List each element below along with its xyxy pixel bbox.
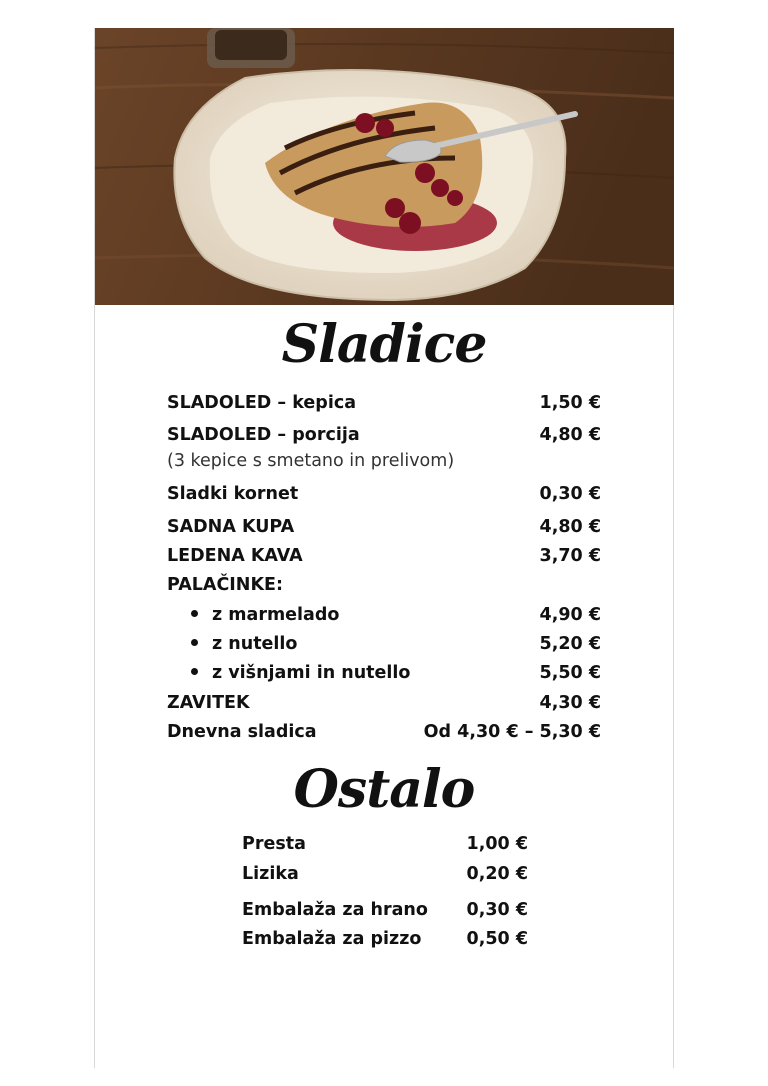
item-price: 4,30 € <box>539 693 601 713</box>
item-name: LEDENA KAVA <box>167 546 303 566</box>
item-name: SLADOLED – kepica <box>167 393 357 413</box>
item-price: 1,00 € <box>466 834 528 854</box>
item-name: Embalaža za hrano <box>242 900 428 920</box>
bullet-icon <box>191 610 198 617</box>
item-price: 4,90 € <box>539 605 601 625</box>
item-name: Dnevna sladica <box>167 722 317 742</box>
bullet-icon <box>191 639 198 646</box>
item-price: 0,30 € <box>466 900 528 920</box>
item-name: Presta <box>242 834 306 854</box>
item-name: SLADOLED – porcija <box>167 425 360 445</box>
item-name: Lizika <box>242 864 299 884</box>
sladice-heading: Sladice <box>281 314 487 375</box>
item-note-text: (3 kepice s smetano in prelivom) <box>167 451 455 471</box>
subitem-name-wrap <box>191 662 410 684</box>
subitem-name-wrap <box>191 604 339 626</box>
item-name: SADNA KUPA <box>167 517 295 537</box>
item-price: 1,50 € <box>539 393 601 413</box>
item-name: z nutello <box>212 634 298 654</box>
item-name: PALAČINKE: <box>167 575 283 595</box>
ostalo-heading: Ostalo <box>293 759 475 820</box>
item-price: 0,50 € <box>466 929 528 949</box>
bullet-icon <box>191 668 198 675</box>
item-price: 3,70 € <box>539 546 601 566</box>
item-price: 4,80 € <box>539 425 601 445</box>
menu-page <box>94 28 674 1068</box>
item-price: 0,20 € <box>466 864 528 884</box>
item-name: Sladki kornet <box>167 484 299 504</box>
item-name: z višnjami in nutello <box>212 663 411 683</box>
subitem-name-wrap <box>191 633 297 655</box>
item-price: 0,30 € <box>539 484 601 504</box>
item-price: 4,80 € <box>539 517 601 537</box>
item-name: ZAVITEK <box>167 693 250 713</box>
item-name: Embalaža za pizzo <box>242 929 422 949</box>
item-name: z marmelado <box>212 605 340 625</box>
item-price: 5,50 € <box>539 663 601 683</box>
dessert-photo <box>95 28 674 305</box>
item-price: Od 4,30 € – 5,30 € <box>423 722 601 742</box>
item-price: 5,20 € <box>539 634 601 654</box>
